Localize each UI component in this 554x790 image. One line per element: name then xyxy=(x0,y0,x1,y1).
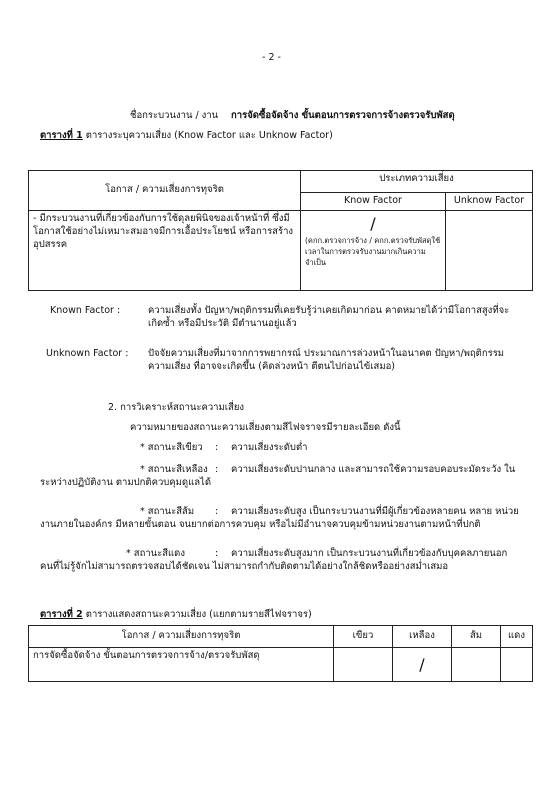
status-green-label: * สถานะสีเขียว xyxy=(140,442,203,453)
table1-row-note: (คกก.ตรวจการจ้าง / คกก.ตรวจรับพัสดุใช้เวลาในการตรวจรับงานมากเกินความจำเป็น xyxy=(305,235,441,268)
status-green-text: ความเสี่ยงระดับต่ำ xyxy=(231,442,308,453)
table2-row-red xyxy=(501,648,533,682)
status-red-label: * สถานะสีแดง xyxy=(126,548,185,559)
section2-intro: ความหมายของสถานะความเสี่ยงตามสีไฟจราจรมีรายละเอียด ดังนี้ xyxy=(130,422,401,433)
status-yellow-colon: : xyxy=(215,464,219,475)
table2-header-orange: ส้ม xyxy=(452,626,501,648)
table1-check-mark: / xyxy=(370,214,376,233)
def-known-term: Known Factor : xyxy=(50,305,121,316)
table2-header-green: เขียว xyxy=(334,626,393,648)
page-number: - 2 - xyxy=(262,52,281,63)
table2-header-yellow: เหลือง xyxy=(393,626,452,648)
table1-title-prefix: ตารางที่ 1 xyxy=(40,130,83,141)
table1-header-type: ประเภทความเสี่ยง xyxy=(301,171,533,193)
status-yellow-label: * สถานะสีเหลือง xyxy=(140,464,208,475)
def-known-text: ความเสี่ยงทั้ง ปัญหา/พฤติกรรมที่เคยรับรู้ว่าเคยเกิดมาก่อน คาดหมายได้ว่ามีโอกาสสูงที่จะเกิดซ้ำ หรือมีประวัติ มีตำนานอยู่แล้ว xyxy=(148,305,510,329)
table2-header-red: แดง xyxy=(501,626,533,648)
table1-row-risk: - มีกระบวนงานที่เกี่ยวข้องกับการใช้ดุลยพินิจของเจ้าหน้าที่ ซึ่งมีโอกาสใช้อย่างไม่เหมาะสมอาจมีการเอื้อประโยชน์ หรือการสร้างอุปสรรค xyxy=(29,211,301,291)
process-name: การจัดซื้อจัดจ้าง ขั้นตอนการตรวจการจ้างตรวจรับพัสดุ xyxy=(231,110,455,121)
table2-row-green xyxy=(334,648,393,682)
risk-identification-table xyxy=(28,170,533,291)
table2-title-prefix: ตารางที่ 2 xyxy=(40,609,83,620)
table1-header-risk: โอกาส / ความเสี่ยงการทุจริต xyxy=(29,171,301,211)
table1-header-know: Know Factor xyxy=(301,193,446,211)
def-unknown-text: ปัจจัยความเสี่ยงที่มาจากการพยากรณ์ ประมาณการล่วงหน้าในอนาคต ปัญหา/พฤติกรรม ความเสี่ยง ที่อาจจะเกิดขึ้น (คิดล่วงหน้า ตีตนไปก่อนไข้เสมอ) xyxy=(148,348,505,372)
process-label: ชื่อกระบวนงาน / งาน xyxy=(130,110,219,121)
table2-header-risk: โอกาส / ความเสี่ยงการทุจริต xyxy=(29,626,334,648)
status-yellow-text: ความเสี่ยงระดับปานกลาง และสามารถใช้ความรอบคอบระมัดระวัง ในระหว่างปฏิบัติงาน ตามปกติควบคุมดูแลได้ xyxy=(40,464,516,488)
table2-row-yellow-mark: / xyxy=(393,648,452,682)
table1-row-unknow xyxy=(446,211,533,291)
table2-row-risk: การจัดซื้อจัดจ้าง ขั้นตอนการตรวจการจ้าง/ตรวจรับพัสดุ xyxy=(29,648,334,682)
section2-heading: 2. การวิเคราะห์สถานะความเสี่ยง xyxy=(108,402,245,413)
table1-title-text: ตารางระบุความเสี่ยง (Know Factor และ Unknow Factor) xyxy=(85,130,333,141)
status-orange-colon: : xyxy=(215,506,219,517)
table2-row-orange xyxy=(452,648,501,682)
status-orange-label: * สถานะสีส้ม xyxy=(140,506,195,517)
def-unknown-term: Unknown Factor : xyxy=(46,348,129,359)
table2-title-text: ตารางแสดงสถานะความเสี่ยง (แยกตามรายสีไฟจราจร) xyxy=(85,609,312,620)
risk-status-table xyxy=(28,625,533,682)
status-orange-text: ความเสี่ยงระดับสูง เป็นกระบวนงานที่มีผู้เกี่ยวข้องหลายคน หลาย หน่วยงานภายในองค์กร มีหลายขั้นตอน จนยากต่อการควบคุม หรือไม่มีอำนาจควบคุมข้ามหน่วยงานตามหน้าที่ปกติ xyxy=(40,506,519,530)
table1-title xyxy=(40,130,333,143)
status-red-text: ความเสี่ยงระดับสูงมาก เป็นกระบวนงานที่เกี่ยวข้องกับบุคคลภายนอก คนที่ไม่รู้จักไม่สามารถตรวจสอบได้ชัดเจน ไม่สามารถกำกับติดตามได้อย่างใกล้ชิดหรืออย่างสม่ำเสมอ xyxy=(40,548,508,572)
table1-header-unknow: Unknow Factor xyxy=(446,193,533,211)
table2-title xyxy=(40,609,312,622)
status-green-colon: : xyxy=(215,442,219,453)
table1-row-know xyxy=(301,211,446,291)
status-red-colon: : xyxy=(215,548,219,559)
